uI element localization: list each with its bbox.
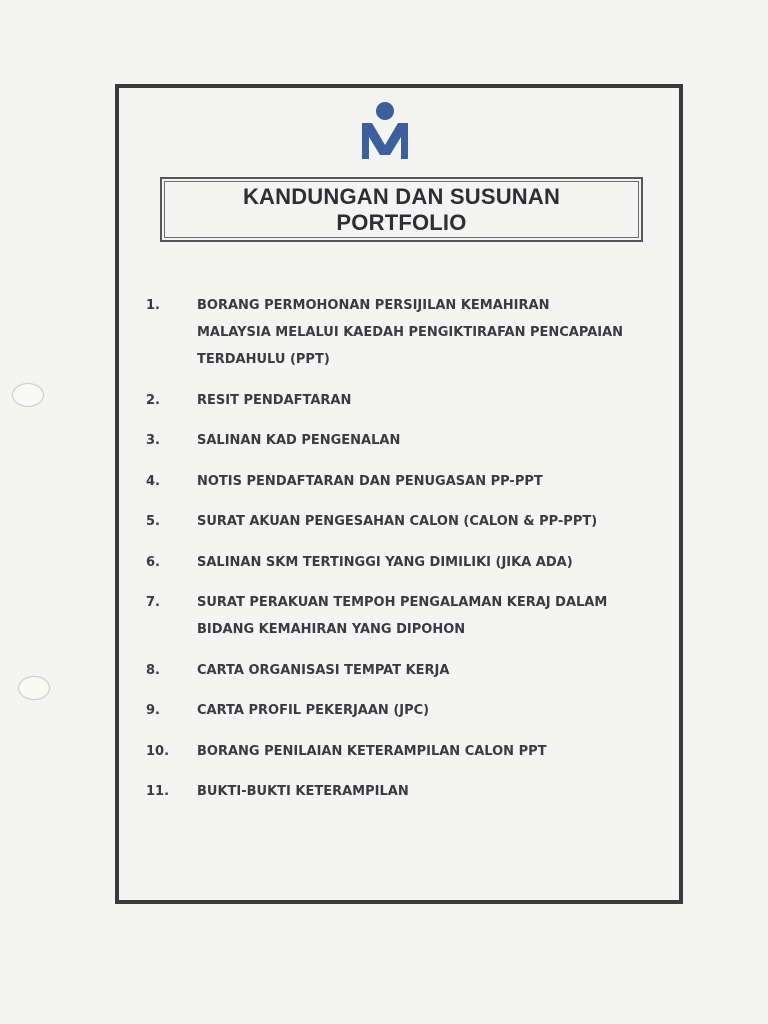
item-text-line: BIDANG KEMAHIRAN YANG DIPOHON <box>197 622 466 637</box>
list-item <box>146 427 656 454</box>
contents-list <box>146 292 656 819</box>
list-item <box>146 292 656 373</box>
item-number: 9. <box>146 703 160 718</box>
item-number: 10. <box>146 743 170 759</box>
title-line-2: PORTFOLIO <box>336 209 467 235</box>
item-text-line: SURAT AKUAN PENGESAHAN CALON (CALON & PP-PPT) <box>197 514 598 529</box>
item-text <box>197 387 656 414</box>
item-text-line: SALINAN KAD PENGENALAN <box>197 433 401 448</box>
item-text <box>197 657 656 684</box>
item-text <box>197 549 656 576</box>
item-text-line: CARTA ORGANISASI TEMPAT KERJA <box>197 662 450 678</box>
list-item <box>146 697 656 724</box>
item-number: 1. <box>146 298 160 313</box>
item-text-line: MALAYSIA MELALUI KAEDAH PENGIKTIRAFAN PENCAPAIAN <box>197 325 624 340</box>
punch-hole-top <box>12 383 44 407</box>
list-item <box>146 589 656 643</box>
item-text-line: SALINAN SKM TERTINGGI YANG DIMILIKI (JIKA ADA) <box>197 554 573 570</box>
item-text <box>197 468 656 495</box>
item-number: 8. <box>146 662 160 678</box>
item-text <box>197 697 656 724</box>
item-text <box>197 292 656 373</box>
list-item <box>146 549 656 576</box>
item-text <box>197 508 656 535</box>
item-text-line: RESIT PENDAFTARAN <box>197 392 352 408</box>
item-text-line: TERDAHULU (PPT) <box>197 352 330 367</box>
item-text-line: BUKTI-BUKTI KETERAMPILAN <box>197 784 409 799</box>
title-box <box>160 177 643 242</box>
item-number: 3. <box>146 433 160 448</box>
item-text <box>197 778 656 805</box>
item-number: 6. <box>146 554 160 570</box>
item-text <box>197 427 656 454</box>
item-text-line: CARTA PROFIL PEKERJAAN (JPC) <box>197 703 430 718</box>
item-number: 11. <box>146 784 170 799</box>
item-text <box>197 589 656 643</box>
list-item <box>146 657 656 684</box>
list-item <box>146 387 656 414</box>
list-item <box>146 778 656 805</box>
list-item <box>146 738 656 765</box>
item-number: 7. <box>146 595 160 610</box>
item-text-line: NOTIS PENDAFTARAN DAN PENUGASAN PP-PPT <box>197 473 543 489</box>
list-item <box>146 508 656 535</box>
item-text <box>197 738 656 765</box>
item-number: 2. <box>146 392 160 408</box>
item-text-line: BORANG PERMOHONAN PERSIJILAN KEMAHIRAN <box>197 298 550 313</box>
item-text-line: SURAT PERAKUAN TEMPOH PENGALAMAN KERAJ DALAM <box>197 595 608 610</box>
punch-hole-bottom <box>18 676 50 700</box>
institution-logo-icon <box>358 101 412 163</box>
item-text-line: BORANG PENILAIAN KETERAMPILAN CALON PPT <box>197 743 547 759</box>
list-item <box>146 468 656 495</box>
title-inner-frame <box>164 181 639 238</box>
item-number: 4. <box>146 473 160 489</box>
title-line-1: KANDUNGAN DAN SUSUNAN <box>242 183 561 209</box>
item-number: 5. <box>146 514 160 529</box>
